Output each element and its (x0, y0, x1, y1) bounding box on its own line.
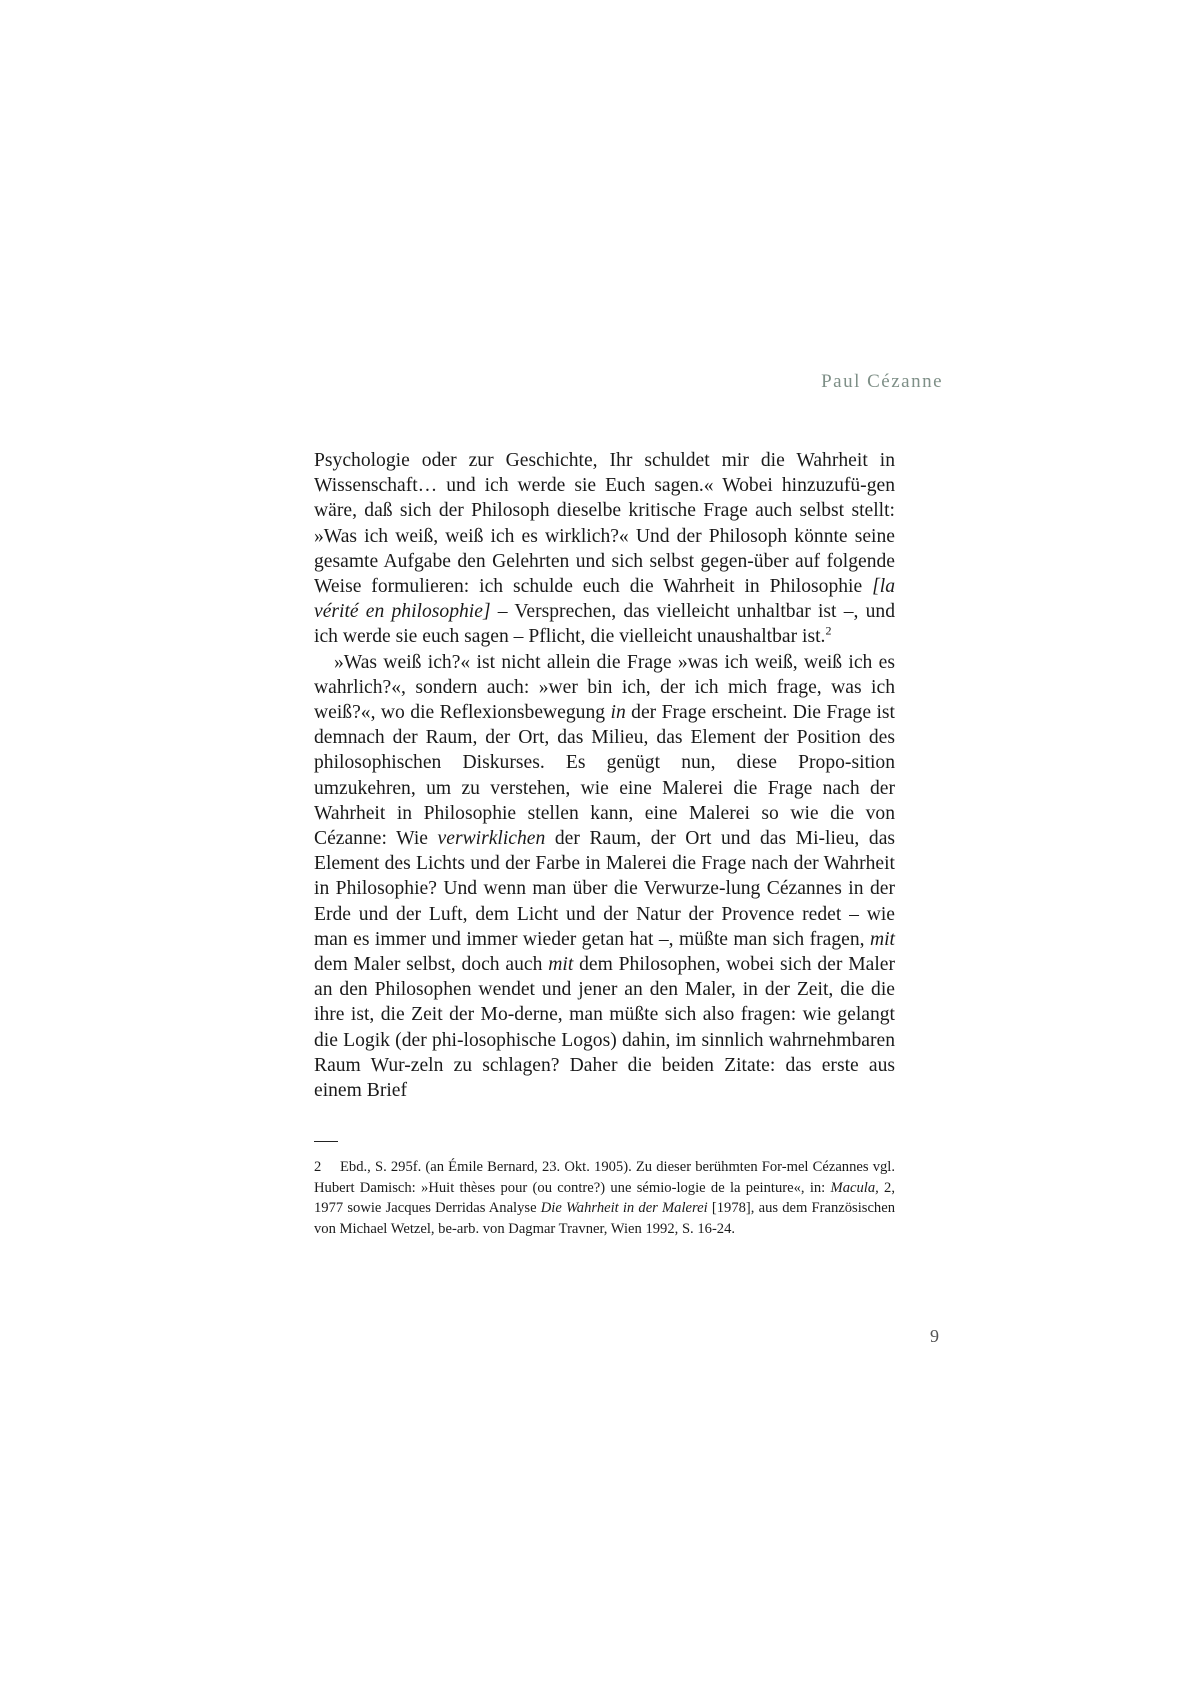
footnote-number: 2 (314, 1159, 322, 1175)
text-run: dem Philosophen, wobei sich der Maler an den Philosophen wendet und jener an den Maler, in der Zeit, die die ihre ist, die Zeit der Mo-derne, man müßte sich also fragen: wie gelangt die Logik (der phi-losophische Logos) dahin, im sinnlich wahrnehmbaren Raum Wur-zeln zu schlagen? Daher die beiden Zitate: das erste aus einem Brief (314, 954, 895, 1102)
paragraph (314, 650, 895, 1104)
italic-phrase: [la vérité en philosophie] (314, 576, 895, 623)
text-run: »Was weiß ich?« ist nicht allein die Frage »was ich weiß, weiß ich es wahrlich?«, sondern auch: »wer bin ich, der ich mich frage, was ich weiß?«, wo die Reflexionsbewegung (314, 651, 895, 724)
text-run: der Raum, der Ort und das Mi-lieu, das Element des Lichts und der Farbe in Malerei die Frage nach der Wahrheit in Philosophie? Und wenn man über die Verwurze-lung Cézannes in der Erde und der Luft, dem Licht und der Natur der Provence redet – wie man es immer und immer wieder getan hat –, müßte man sich fragen, (314, 828, 896, 950)
italic-phrase: mit (869, 928, 895, 950)
text-run: der Frage erscheint. Die Frage ist demnach der Raum, der Ort, das Milieu, das Element der Position des philosophischen Diskurses. Es genügt nun, diese Propo-sition umzukehren, um zu verstehen, wie eine Malerei die Frage nach der Wahrheit in Philosophie stellen kann, eine Malerei so wie die von Cézanne: Wie (314, 702, 895, 850)
text-run: – Versprechen, das vielleicht unhaltbar ist –, und ich werde sie euch sagen – Pflicht, die vielleicht unaushaltbar ist. (314, 601, 895, 648)
italic-phrase: verwirklichen (437, 828, 546, 850)
body-text (314, 448, 895, 1103)
footnote (314, 1157, 895, 1239)
text-run: 2, 1977 sowie Jacques Derridas Analyse (314, 1179, 895, 1217)
running-head: Paul Cézanne (821, 371, 943, 392)
text-run: [1978], aus dem Französischen von Michael Wetzel, be-arb. von Dagmar Travner, Wien 1992, S. 16-24. (314, 1200, 895, 1237)
italic-phrase: mit (548, 954, 574, 976)
text-run: dem Maler selbst, doch auch (314, 954, 549, 976)
text-run: Ebd., S. 295f. (an Émile Bernard, 23. Okt. 1905). Zu dieser berühmten For-mel Cézannes vgl. Hubert Damisch: »Huit thèses pour (ou contre?) une sémio-logie de la peinture«, in: (314, 1159, 895, 1196)
footnote-divider (314, 1141, 338, 1142)
text-run: Psychologie oder zur Geschichte, Ihr schuldet mir die Wahrheit in Wissenschaft… und ich werde sie Euch sagen.« Wobei hinzuzufü-gen wäre, daß sich der Philosoph dieselbe kritische Frage auch selbst stellt: »Was ich weiß, weiß ich es wirklich?« Und der Philosoph könnte seine gesamte Aufgabe den Gelehrten und sich selbst gegen-über auf folgende Weise formulieren: ich schulde euch die Wahrheit in Philosophie (314, 450, 895, 598)
italic-phrase: in (610, 702, 626, 724)
page-number: 9 (930, 1326, 939, 1346)
paragraph (314, 448, 895, 650)
italic-phrase: Die Wahrheit in der Malerei (540, 1200, 708, 1217)
footnote-reference: 2 (825, 623, 832, 638)
italic-phrase: Macula, (830, 1179, 879, 1196)
